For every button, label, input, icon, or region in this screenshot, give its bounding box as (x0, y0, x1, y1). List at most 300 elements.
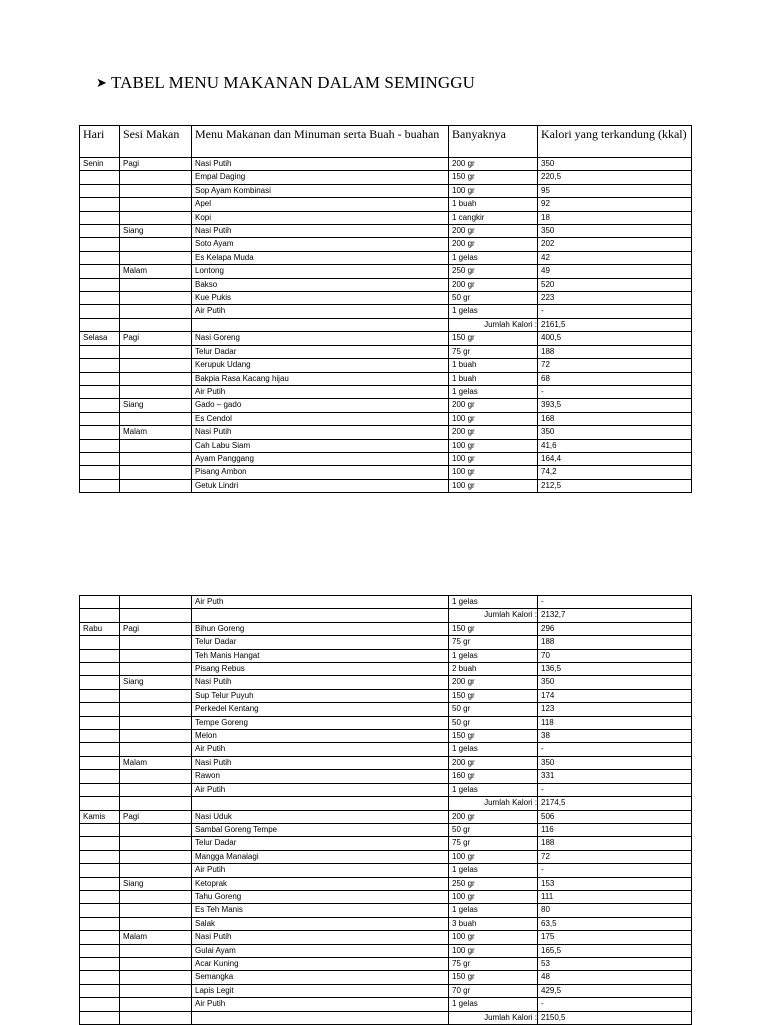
table-row (80, 171, 692, 184)
cell-kalori: 350 (538, 676, 692, 689)
table-row (80, 225, 692, 238)
header-sesi-makan: Sesi Makan (120, 126, 192, 158)
cell-sesi: Malam (120, 756, 192, 769)
table-row (80, 770, 692, 783)
cell-sesi (120, 452, 192, 465)
cell-sesi (120, 345, 192, 358)
table-header-row (80, 126, 692, 158)
cell-banyaknya: 3 buah (449, 917, 538, 930)
cell-hari (80, 345, 120, 358)
table-row (80, 689, 692, 702)
cell-hari (80, 278, 120, 291)
cell-banyaknya: 250 gr (449, 877, 538, 890)
cell-hari (80, 998, 120, 1011)
table-row (80, 904, 692, 917)
cell-sesi (120, 689, 192, 702)
table-row (80, 318, 692, 331)
cell-kalori: - (538, 596, 692, 609)
cell-kalori: 331 (538, 770, 692, 783)
cell-menu: Gulai Ayam (192, 944, 449, 957)
cell-banyaknya: 75 gr (449, 345, 538, 358)
cell-hari (80, 689, 120, 702)
cell-hari (80, 770, 120, 783)
table-row (80, 211, 692, 224)
cell-kalori: 174 (538, 689, 692, 702)
cell-sesi (120, 944, 192, 957)
cell-hari (80, 399, 120, 412)
cell-kalori: 72 (538, 359, 692, 372)
cell-hari (80, 944, 120, 957)
cell-hari (80, 971, 120, 984)
cell-hari: Senin (80, 158, 120, 171)
document-title (96, 73, 475, 93)
cell-hari (80, 890, 120, 903)
table-row (80, 797, 692, 810)
cell-menu: Mangga Manalagi (192, 850, 449, 863)
cell-banyaknya: 160 gr (449, 770, 538, 783)
cell-menu: Teh Manis Hangat (192, 649, 449, 662)
cell-banyaknya: 200 gr (449, 756, 538, 769)
table-row (80, 877, 692, 890)
table-row (80, 452, 692, 465)
table-row (80, 730, 692, 743)
cell-sesi: Malam (120, 931, 192, 944)
table-row (80, 850, 692, 863)
cell-menu: Cah Labu Siam (192, 439, 449, 452)
cell-kalori: 63,5 (538, 917, 692, 930)
cell-kalori: 165,5 (538, 944, 692, 957)
cell-kalori: 175 (538, 931, 692, 944)
table-row (80, 622, 692, 635)
cell-sesi (120, 864, 192, 877)
cell-menu: Kopi (192, 211, 449, 224)
cell-sesi: Pagi (120, 332, 192, 345)
header-banyaknya: Banyaknya (449, 126, 538, 158)
table-row (80, 345, 692, 358)
cell-banyaknya: 150 gr (449, 971, 538, 984)
cell-menu: Telur Dadar (192, 345, 449, 358)
cell-sesi: Malam (120, 426, 192, 439)
cell-hari (80, 877, 120, 890)
cell-hari (80, 171, 120, 184)
cell-kalori: 68 (538, 372, 692, 385)
cell-banyaknya: 100 gr (449, 944, 538, 957)
cell-sesi (120, 439, 192, 452)
cell-hari (80, 984, 120, 997)
cell-hari (80, 318, 120, 331)
cell-hari (80, 251, 120, 264)
table-row (80, 198, 692, 211)
table-row (80, 479, 692, 492)
cell-sesi (120, 466, 192, 479)
cell-menu: Bakpia Rasa Kacang hijau (192, 372, 449, 385)
cell-menu: Es Teh Manis (192, 904, 449, 917)
table-row (80, 944, 692, 957)
cell-sesi (120, 957, 192, 970)
table-row (80, 251, 692, 264)
cell-hari: Kamis (80, 810, 120, 823)
cell-sesi (120, 318, 192, 331)
header-hari: Hari (80, 126, 120, 158)
header-menu: Menu Makanan dan Minuman serta Buah - buahan (192, 126, 449, 158)
cell-sesi (120, 359, 192, 372)
table-row (80, 1011, 692, 1024)
header-kalori: Kalori yang terkandung (kkal) (538, 126, 692, 158)
cell-hari (80, 452, 120, 465)
cell-banyaknya: 200 gr (449, 399, 538, 412)
cell-hari (80, 184, 120, 197)
cell-banyaknya: 100 gr (449, 439, 538, 452)
cell-hari (80, 305, 120, 318)
cell-sesi (120, 305, 192, 318)
cell-banyaknya: 100 gr (449, 184, 538, 197)
cell-kalori: 92 (538, 198, 692, 211)
cell-banyaknya: 1 gelas (449, 998, 538, 1011)
cell-menu: Gado – gado (192, 399, 449, 412)
cell-hari (80, 676, 120, 689)
table-row (80, 439, 692, 452)
cell-hari (80, 238, 120, 251)
cell-kalori: 48 (538, 971, 692, 984)
cell-kalori: - (538, 305, 692, 318)
cell-sesi (120, 823, 192, 836)
cell-sesi (120, 971, 192, 984)
cell-menu: Acar Kuning (192, 957, 449, 970)
cell-sesi: Siang (120, 225, 192, 238)
cell-hari (80, 850, 120, 863)
cell-banyaknya: 100 gr (449, 452, 538, 465)
cell-kalori: 72 (538, 850, 692, 863)
cell-banyaknya: 200 gr (449, 278, 538, 291)
cell-kalori: 18 (538, 211, 692, 224)
table-row (80, 609, 692, 622)
cell-menu: Nasi Putih (192, 676, 449, 689)
cell-kalori: - (538, 864, 692, 877)
cell-banyaknya: 50 gr (449, 716, 538, 729)
cell-sesi (120, 385, 192, 398)
cell-sesi (120, 743, 192, 756)
cell-kalori: 296 (538, 622, 692, 635)
cell-banyaknya: 75 gr (449, 837, 538, 850)
cell-sesi (120, 797, 192, 810)
table-row (80, 984, 692, 997)
cell-banyaknya: 50 gr (449, 823, 538, 836)
cell-sesi (120, 904, 192, 917)
cell-sesi (120, 292, 192, 305)
cell-banyaknya: 200 gr (449, 810, 538, 823)
cell-banyaknya: 75 gr (449, 636, 538, 649)
cell-kalori: 2161,5 (538, 318, 692, 331)
cell-banyaknya: 2 buah (449, 663, 538, 676)
cell-kalori: 95 (538, 184, 692, 197)
cell-hari (80, 904, 120, 917)
table-row (80, 917, 692, 930)
cell-sesi (120, 716, 192, 729)
cell-menu: Es Kelapa Muda (192, 251, 449, 264)
table-row (80, 265, 692, 278)
cell-kalori: 212,5 (538, 479, 692, 492)
cell-kalori: 2150,5 (538, 1011, 692, 1024)
cell-banyaknya: 1 buah (449, 372, 538, 385)
cell-menu: Kue Pukis (192, 292, 449, 305)
table-body-1 (80, 158, 692, 493)
cell-kalori: 123 (538, 703, 692, 716)
table-row (80, 864, 692, 877)
cell-banyaknya: 75 gr (449, 957, 538, 970)
cell-hari (80, 385, 120, 398)
menu-table-part-1 (79, 125, 692, 493)
table-row (80, 810, 692, 823)
cell-hari (80, 756, 120, 769)
cell-banyaknya: Jumlah Kalori : (449, 609, 538, 622)
table-row (80, 184, 692, 197)
cell-hari (80, 198, 120, 211)
cell-kalori: 80 (538, 904, 692, 917)
cell-hari (80, 412, 120, 425)
cell-menu: Sup Telur Puyuh (192, 689, 449, 702)
cell-hari (80, 931, 120, 944)
cell-sesi (120, 998, 192, 1011)
cell-banyaknya: 1 gelas (449, 649, 538, 662)
table-row (80, 837, 692, 850)
cell-menu: Nasi Putih (192, 756, 449, 769)
cell-hari (80, 703, 120, 716)
cell-sesi (120, 783, 192, 796)
cell-menu: Bakso (192, 278, 449, 291)
cell-sesi: Malam (120, 265, 192, 278)
cell-menu: Semangka (192, 971, 449, 984)
cell-menu: Nasi Putih (192, 426, 449, 439)
cell-kalori: - (538, 998, 692, 1011)
cell-menu: Rawon (192, 770, 449, 783)
cell-menu: Soto Ayam (192, 238, 449, 251)
cell-menu (192, 1011, 449, 1024)
cell-menu: Lapis Legit (192, 984, 449, 997)
cell-kalori: 350 (538, 426, 692, 439)
cell-kalori: 350 (538, 756, 692, 769)
cell-kalori: 223 (538, 292, 692, 305)
table-row (80, 399, 692, 412)
cell-kalori: 136,5 (538, 663, 692, 676)
cell-banyaknya: Jumlah Kalori : (449, 797, 538, 810)
table-row (80, 412, 692, 425)
table-row (80, 332, 692, 345)
cell-kalori: 41,6 (538, 439, 692, 452)
cell-menu: Air Puth (192, 596, 449, 609)
table-row (80, 931, 692, 944)
cell-hari (80, 649, 120, 662)
cell-menu: Nasi Goreng (192, 332, 449, 345)
table-row (80, 158, 692, 171)
table-row (80, 716, 692, 729)
cell-sesi (120, 917, 192, 930)
cell-sesi (120, 703, 192, 716)
cell-kalori: 2132,7 (538, 609, 692, 622)
cell-sesi (120, 663, 192, 676)
cell-banyaknya: 70 gr (449, 984, 538, 997)
cell-sesi (120, 278, 192, 291)
cell-hari (80, 783, 120, 796)
cell-menu: Air Putih (192, 305, 449, 318)
cell-hari (80, 716, 120, 729)
cell-menu: Pisang Rebus (192, 663, 449, 676)
cell-sesi (120, 184, 192, 197)
cell-hari (80, 917, 120, 930)
table-row (80, 756, 692, 769)
cell-banyaknya: 150 gr (449, 730, 538, 743)
cell-kalori: 2174,5 (538, 797, 692, 810)
cell-banyaknya: 150 gr (449, 689, 538, 702)
cell-banyaknya: 100 gr (449, 479, 538, 492)
cell-hari (80, 797, 120, 810)
cell-hari (80, 426, 120, 439)
cell-banyaknya: 100 gr (449, 890, 538, 903)
table-row (80, 998, 692, 1011)
table-row (80, 676, 692, 689)
cell-kalori: 70 (538, 649, 692, 662)
cell-sesi (120, 649, 192, 662)
cell-menu (192, 609, 449, 622)
cell-menu: Ketoprak (192, 877, 449, 890)
cell-kalori: 111 (538, 890, 692, 903)
cell-sesi: Pagi (120, 810, 192, 823)
table-row (80, 372, 692, 385)
cell-menu: Pisang Ambon (192, 466, 449, 479)
cell-menu: Nasi Putih (192, 158, 449, 171)
cell-menu: Getuk Lindri (192, 479, 449, 492)
cell-hari (80, 466, 120, 479)
cell-menu: Salak (192, 917, 449, 930)
cell-menu: Ayam Panggang (192, 452, 449, 465)
table-row (80, 890, 692, 903)
table-row (80, 743, 692, 756)
cell-menu: Nasi Uduk (192, 810, 449, 823)
cell-menu: Bihun Goreng (192, 622, 449, 635)
cell-kalori: 116 (538, 823, 692, 836)
table-row (80, 359, 692, 372)
table-row (80, 823, 692, 836)
table-row (80, 426, 692, 439)
cell-menu: Es Cendol (192, 412, 449, 425)
cell-hari (80, 479, 120, 492)
cell-sesi (120, 730, 192, 743)
table-row (80, 466, 692, 479)
cell-banyaknya: Jumlah Kalori : (449, 1011, 538, 1024)
cell-kalori: 350 (538, 225, 692, 238)
cell-banyaknya: 150 gr (449, 171, 538, 184)
cell-kalori: 42 (538, 251, 692, 264)
cell-sesi (120, 211, 192, 224)
cell-hari (80, 359, 120, 372)
cell-kalori: 38 (538, 730, 692, 743)
cell-kalori: 188 (538, 636, 692, 649)
cell-menu: Air Putih (192, 998, 449, 1011)
cell-sesi: Pagi (120, 622, 192, 635)
cell-sesi (120, 198, 192, 211)
cell-banyaknya: 1 gelas (449, 305, 538, 318)
cell-sesi (120, 837, 192, 850)
cell-banyaknya: 1 gelas (449, 743, 538, 756)
cell-menu: Nasi Putih (192, 225, 449, 238)
cell-banyaknya: 1 buah (449, 359, 538, 372)
cell-menu: Air Putih (192, 864, 449, 877)
menu-table-part-2 (79, 595, 692, 1025)
table-row (80, 278, 692, 291)
cell-banyaknya: 1 gelas (449, 596, 538, 609)
cell-kalori: 429,5 (538, 984, 692, 997)
cell-banyaknya: 200 gr (449, 676, 538, 689)
cell-sesi (120, 609, 192, 622)
table-row (80, 385, 692, 398)
cell-kalori: - (538, 783, 692, 796)
table-row (80, 292, 692, 305)
cell-menu: Sop Ayam Kombinasi (192, 184, 449, 197)
cell-kalori: 220,5 (538, 171, 692, 184)
cell-sesi (120, 372, 192, 385)
cell-kalori: 393,5 (538, 399, 692, 412)
cell-hari: Rabu (80, 622, 120, 635)
cell-banyaknya: 200 gr (449, 225, 538, 238)
cell-menu: Air Putih (192, 743, 449, 756)
cell-menu: Kerupuk Udang (192, 359, 449, 372)
cell-kalori: 168 (538, 412, 692, 425)
cell-menu: Telur Dadar (192, 837, 449, 850)
cell-hari (80, 265, 120, 278)
cell-sesi (120, 850, 192, 863)
cell-kalori: - (538, 385, 692, 398)
cell-banyaknya: 1 cangkir (449, 211, 538, 224)
cell-hari (80, 837, 120, 850)
table-row (80, 783, 692, 796)
cell-menu: Empal Daging (192, 171, 449, 184)
cell-menu: Tempe Goreng (192, 716, 449, 729)
cell-banyaknya: 100 gr (449, 412, 538, 425)
cell-banyaknya: 50 gr (449, 703, 538, 716)
cell-hari (80, 957, 120, 970)
cell-banyaknya: 1 buah (449, 198, 538, 211)
cell-menu: Perkedel Kentang (192, 703, 449, 716)
cell-banyaknya: Jumlah Kalori : (449, 318, 538, 331)
cell-sesi (120, 636, 192, 649)
cell-kalori: 188 (538, 345, 692, 358)
cell-hari (80, 596, 120, 609)
cell-hari (80, 636, 120, 649)
cell-kalori: 202 (538, 238, 692, 251)
cell-banyaknya: 200 gr (449, 426, 538, 439)
cell-banyaknya: 150 gr (449, 332, 538, 345)
cell-banyaknya: 1 gelas (449, 251, 538, 264)
cell-hari (80, 823, 120, 836)
cell-banyaknya: 1 gelas (449, 783, 538, 796)
cell-sesi: Siang (120, 877, 192, 890)
cell-banyaknya: 1 gelas (449, 904, 538, 917)
cell-hari (80, 743, 120, 756)
cell-sesi (120, 596, 192, 609)
cell-hari (80, 372, 120, 385)
cell-kalori: 118 (538, 716, 692, 729)
cell-sesi (120, 171, 192, 184)
table-row (80, 971, 692, 984)
table-row (80, 649, 692, 662)
table-row (80, 663, 692, 676)
cell-menu (192, 797, 449, 810)
cell-kalori: 188 (538, 837, 692, 850)
cell-kalori: 350 (538, 158, 692, 171)
table-body-2 (80, 596, 692, 1025)
cell-banyaknya: 200 gr (449, 238, 538, 251)
cell-banyaknya: 150 gr (449, 622, 538, 635)
cell-hari (80, 864, 120, 877)
